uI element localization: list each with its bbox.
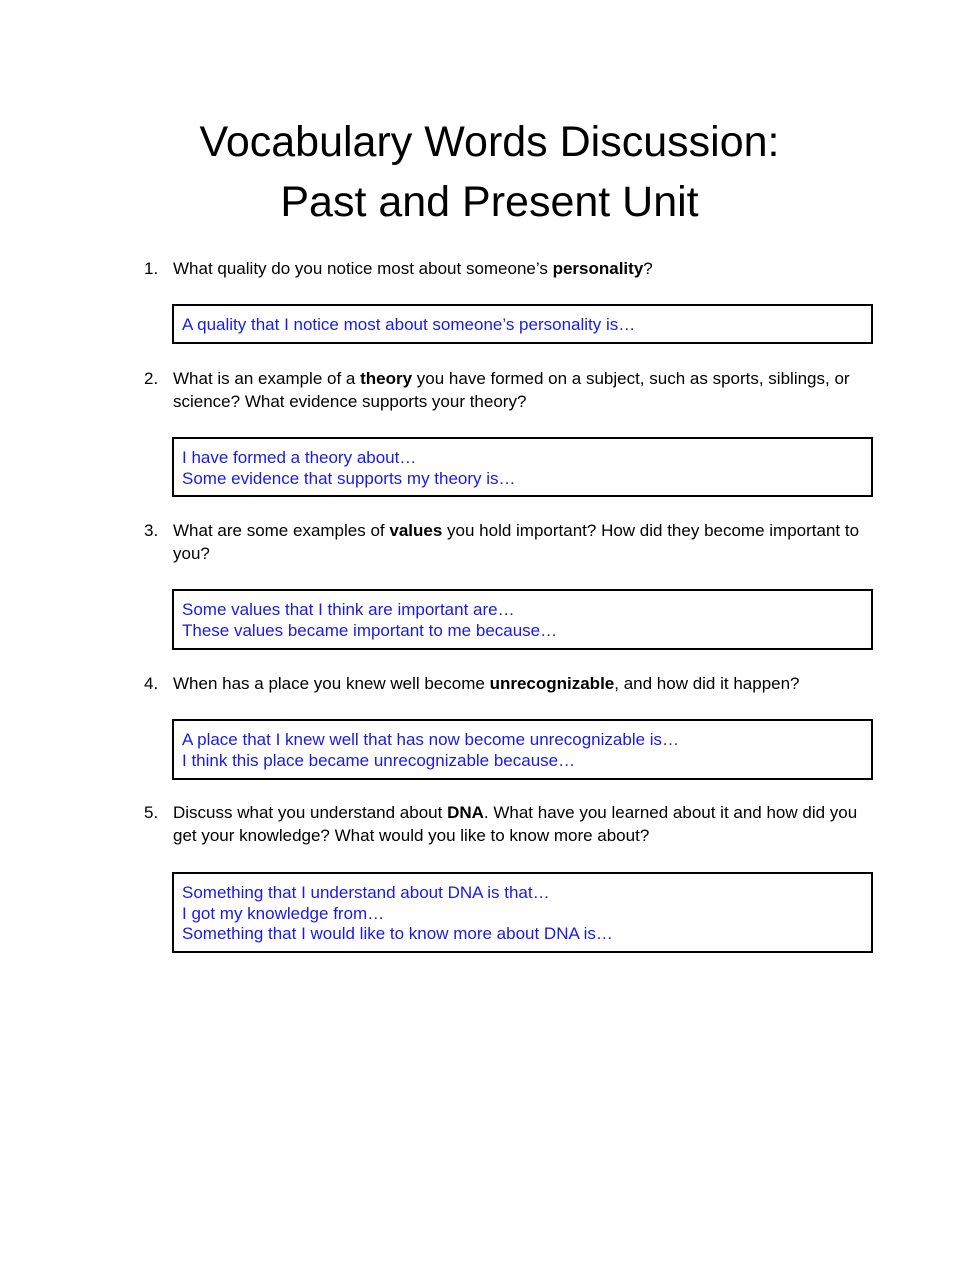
sentence-starter: I think this place became unrecognizable because… xyxy=(182,750,576,770)
answer-box-5[interactable] xyxy=(172,872,873,953)
question-text-part: you have formed on a subject, such as sports, siblings, or science? What evidence supports your theory? xyxy=(173,369,850,411)
answer-box-2[interactable] xyxy=(172,437,873,497)
question-text-part: What quality do you notice most about someone’s xyxy=(173,259,553,278)
sentence-starter: I got my knowledge from… xyxy=(182,903,385,923)
question-text-part: What is an example of a xyxy=(173,369,361,388)
question-text xyxy=(173,672,868,695)
question-text-part: When has a place you knew well become xyxy=(173,674,490,693)
sentence-starter: A place that I knew well that has now become unrecognizable is… xyxy=(182,730,680,749)
vocabulary-word: personality xyxy=(552,259,644,278)
sentence-starter: Some evidence that supports my theory is… xyxy=(182,468,516,488)
question-number: 1. xyxy=(144,259,159,278)
vocabulary-word: DNA xyxy=(447,803,484,822)
vocabulary-word: theory xyxy=(360,369,413,388)
question-text-part: you hold important? How did they become important to you? xyxy=(173,521,860,563)
sentence-starter: Something that I understand about DNA is that… xyxy=(182,883,550,902)
question-number: 2. xyxy=(144,369,159,388)
sentence-starter: Something that I would like to know more about DNA is… xyxy=(182,924,613,943)
question-number: 3. xyxy=(144,521,159,540)
question-text-part: Discuss what you understand about xyxy=(173,803,448,822)
question-number: 5. xyxy=(144,803,159,822)
title-line-2: Past and Present Unit xyxy=(280,178,699,226)
sentence-starter: I have formed a theory about… xyxy=(182,448,417,467)
question-text-part: ? xyxy=(643,259,653,278)
page-title xyxy=(0,112,979,232)
question-text-part: , and how did it happen? xyxy=(614,674,800,693)
vocabulary-word: unrecognizable xyxy=(489,674,615,693)
question-text xyxy=(173,257,868,280)
sentence-starter: These values became important to me because… xyxy=(182,620,558,640)
question-text-part: . What have you learned about it and how did you get your knowledge? What would you like to know more about? xyxy=(173,803,858,845)
question-text-part: What are some examples of xyxy=(173,521,390,540)
question-text xyxy=(173,519,868,565)
question-text xyxy=(173,801,868,847)
sentence-starter: Some values that I think are important are… xyxy=(182,600,515,619)
answer-box-4[interactable] xyxy=(172,719,873,780)
answer-box-1[interactable] xyxy=(172,304,873,344)
question-text xyxy=(173,367,868,413)
vocabulary-word: values xyxy=(389,521,443,540)
question-number: 4. xyxy=(144,674,159,693)
sentence-starter: A quality that I notice most about someone’s personality is… xyxy=(182,315,636,334)
title-line-1: Vocabulary Words Discussion: xyxy=(199,118,780,166)
answer-box-3[interactable] xyxy=(172,589,873,650)
